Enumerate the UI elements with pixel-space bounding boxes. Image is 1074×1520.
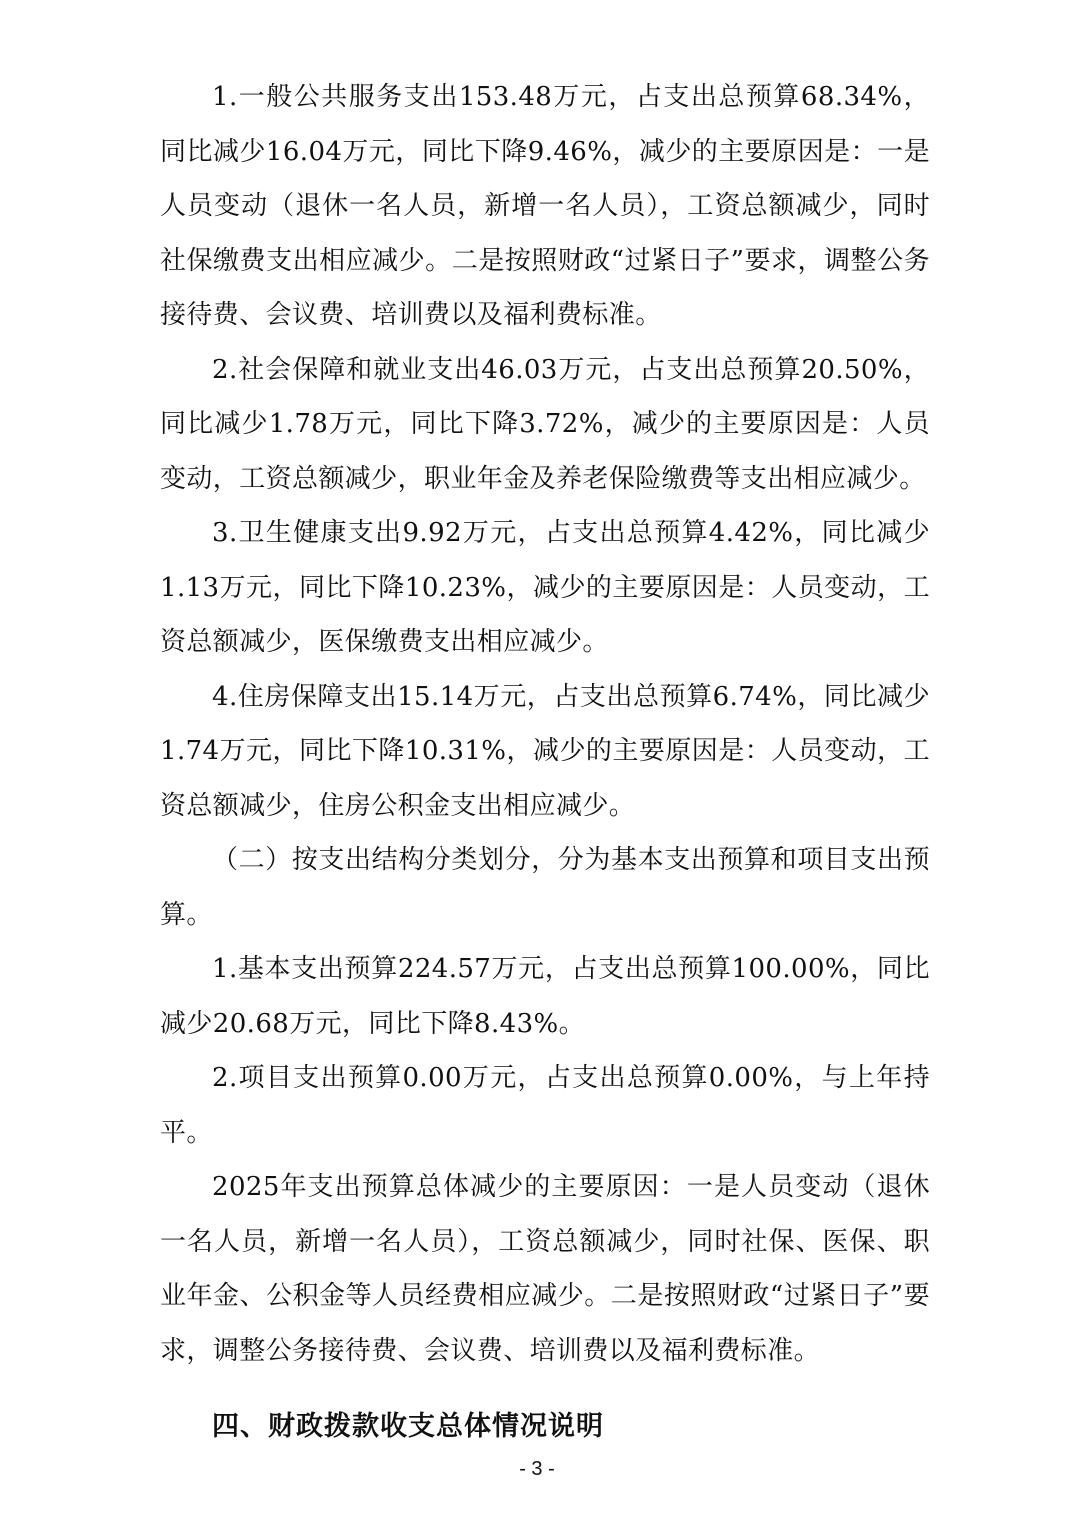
document-body <box>160 70 930 1466</box>
paragraph-section-two: （二）按支出结构分类划分，分为基本支出预算和项目支出预算。 <box>160 845 930 930</box>
paragraph-general-public-services: 1.一般公共服务支出153.48万元，占支出总预算68.34%，同比减少16.04万元，同比下降9.46%，减少的主要原因是：一是人员变动（退休一名人员，新增一名人员），工资总额减少，同时社保缴费支出相应减少。二是按照财政“过紧日子”要求，调整公务接待费、会议费、培训费以及福利费标准。 <box>160 82 930 330</box>
paragraph-overall-reason: 2025年支出预算总体减少的主要原因：一是人员变动（退休一名人员，新增一名人员），工资总额减少，同时社保、医保、职业年金、公积金等人员经费相应减少。二是按照财政“过紧日子”要求，调整公务接待费、会议费、培训费以及福利费标准。 <box>160 1172 930 1366</box>
paragraph-social-security: 2.社会保障和就业支出46.03万元，占支出总预算20.50%，同比减少1.78万元，同比下降3.72%，减少的主要原因是：人员变动，工资总额减少，职业年金及养老保险缴费等支出相应减少。 <box>160 354 930 494</box>
page-number: - 3 - <box>519 1458 555 1480</box>
paragraph-health: 3.卫生健康支出9.92万元，占支出总预算4.42%，同比减少1.13万元，同比下降10.23%，减少的主要原因是：人员变动，工资总额减少，医保缴费支出相应减少。 <box>160 518 930 657</box>
section-heading: 四、财政拨款收支总体情况说明 <box>212 1411 604 1442</box>
paragraph-housing: 4.住房保障支出15.14万元，占支出总预算6.74%，同比减少1.74万元，同比下降10.31%，减少的主要原因是：人员变动，工资总额减少，住房公积金支出相应减少。 <box>160 681 930 821</box>
paragraph-project-expenditure: 2.项目支出预算0.00万元，占支出总预算0.00%，与上年持平。 <box>160 1063 930 1148</box>
paragraph-basic-expenditure: 1.基本支出预算224.57万元，占支出总预算100.00%，同比减少20.68万元，同比下降8.43%。 <box>160 954 930 1039</box>
